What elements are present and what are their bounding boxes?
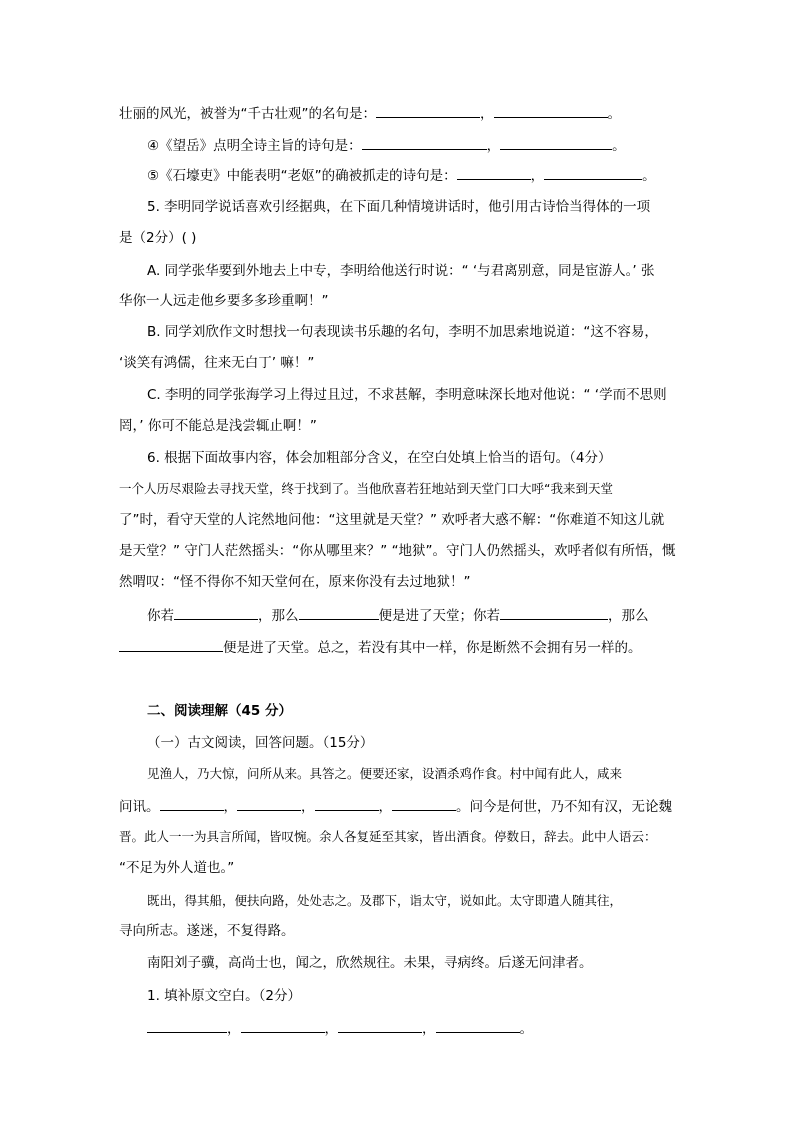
fill-blank[interactable] — [119, 637, 223, 652]
fill-blank[interactable] — [436, 1018, 520, 1033]
q6-fill-line1: 你若 ，那么 便是进了天堂；你若 ，那么 — [147, 605, 649, 626]
fill-blank[interactable] — [299, 605, 379, 620]
passage-line-with-blanks: 问讯。 ， ， ， 。问今是何世，乃不知有汉，无论魏 — [119, 796, 672, 817]
fill-blank[interactable] — [241, 1018, 325, 1033]
fill-blank[interactable] — [160, 796, 224, 811]
passage-line: 见渔人，乃大惊，问所从来。具答之。便要还家，设酒杀鸡作食。村中闻有此人，咸来 — [147, 766, 623, 781]
fill-blank[interactable] — [362, 135, 487, 150]
q6-story-line3: 是天堂？” 守门人茫然摇头：“你从哪里来？” “地狱”。守门人仍然摇头，欢呼者似有所悟，慨 — [119, 543, 676, 559]
fill-blank[interactable] — [376, 103, 480, 118]
fill-blank[interactable] — [237, 796, 301, 811]
fill-blank[interactable] — [147, 1018, 227, 1033]
q4-line3: ⑤《石壕吏》中能表明“老妪”的确被抓走的诗句是： ， 。 — [147, 165, 656, 186]
passage-line: “不足为外人道也。” — [119, 860, 235, 876]
q5-stem-line1: 5. 李明同学说话喜欢引经据典，在下面几种情境讲话时，他引用古诗恰当得体的一项 — [147, 199, 651, 215]
q6-fill-line2: 便是进了天堂。总之，若没有其中一样，你是断然不会拥有另一样的。 — [119, 637, 642, 658]
q4-line3-text: ⑤《石壕吏》中能表明“老妪”的确被抓走的诗句是： — [147, 168, 457, 184]
q5-option-c-line1: C. 李明的同学张海学习上得过且过，不求甚解，李明意味深长地对他说：“ ‘学而不思则 — [147, 387, 667, 403]
fill-blank[interactable] — [338, 1018, 422, 1033]
q5-option-b-line2: ‘谈笑有鸿儒，往来无白丁’ 嘛！” — [119, 355, 315, 371]
q4-line1: 壮丽的风光，被誉为“千古壮观”的名句是： ， 。 — [119, 103, 621, 124]
q5-option-c-line2: 罔，’ 你可不能总是浅尝辄止啊！” — [119, 418, 317, 434]
passage-line: 寻向所志。遂迷，不复得路。 — [119, 923, 295, 939]
q6-stem: 6. 根据下面故事内容，体会加粗部分含义，在空白处填上恰当的语句。（4分） — [147, 450, 612, 466]
q5-option-a-line1: A. 同学张华要到外地去上中专，李明给他送行时说：“ ‘与君离别意，同是宦游人。’ 张 — [147, 263, 655, 279]
q6-story-line4: 然喟叹：“怪不得你不知天堂何在，原来你没有去过地狱！” — [119, 574, 471, 590]
fill-blank[interactable] — [494, 103, 608, 118]
q4-line1-text: 壮丽的风光，被誉为“千古壮观”的名句是： — [119, 106, 376, 122]
subsection-title: （一）古文阅读，回答问题。（15分） — [147, 735, 374, 751]
q6-story-line2: 了”时，看守天堂的人诧然地问他：“这里就是天堂？” 欢呼者大惑不解：“你难道不知这儿就 — [119, 512, 665, 528]
fill-blank[interactable] — [315, 796, 379, 811]
passage-line: 既出，得其船，便扶向路，处处志之。及郡下，诣太守，说如此。太守即遣人随其往， — [147, 893, 623, 908]
q5-option-a-line2: 华你一人远走他乡要多多珍重啊！” — [119, 293, 329, 309]
q4-line2-text: ④《望岳》点明全诗主旨的诗句是： — [147, 138, 362, 154]
q4-line2: ④《望岳》点明全诗主旨的诗句是： ， 。 — [147, 135, 626, 156]
fill-blank[interactable] — [544, 165, 642, 180]
fill-blank[interactable] — [392, 796, 456, 811]
section-title: 二、阅读理解（45 分） — [147, 703, 292, 719]
q6-story-line1: 一个人历尽艰险去寻找天堂，终于找到了。当他欣喜若狂地站到天堂门口大呼“我来到天堂 — [119, 481, 613, 496]
q5-option-b-line1: B. 同学刘欣作文时想找一句表现读书乐趣的名句，李明不加思索地说道：“这不容易， — [147, 324, 658, 340]
q5-stem-line2: 是（2分）( ) — [119, 230, 197, 246]
fill-blank[interactable] — [457, 165, 531, 180]
fill-blank[interactable] — [500, 605, 608, 620]
passage-line: 南阳刘子骥，高尚士也，闻之，欣然规往。未果，寻病终。后遂无问津者。 — [147, 955, 593, 971]
question-1: 1. 填补原文空白。（2分） — [147, 988, 302, 1004]
passage-line: 晋。此人一一为具言所闻，皆叹惋。余人各复延至其家，皆出酒食。停数日，辞去。此中人语云： — [119, 829, 657, 844]
fill-blank[interactable] — [500, 135, 612, 150]
fill-blank[interactable] — [174, 605, 258, 620]
answer-blanks: ， ， ， 。 — [147, 1018, 533, 1039]
